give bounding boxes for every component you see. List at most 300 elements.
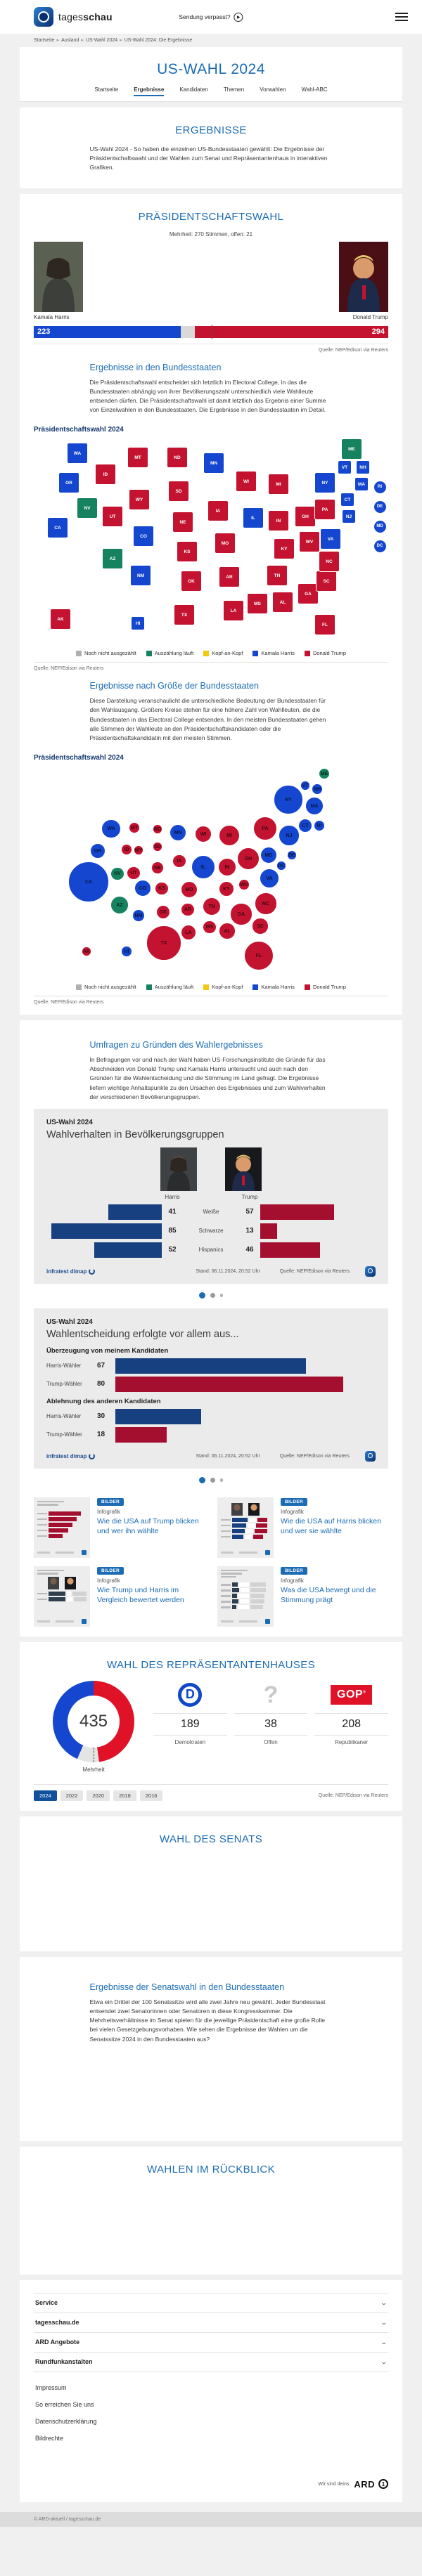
state-FL[interactable]: FL <box>314 614 335 635</box>
state-MS[interactable]: MS <box>247 593 268 614</box>
footer-link-soerreichensieuns[interactable]: So erreichen Sie uns <box>35 2400 94 2408</box>
bubble-state-FL[interactable]: FL <box>244 941 274 971</box>
bubble-state-OH[interactable]: OH <box>237 847 260 870</box>
gop-logo: GOP® <box>331 1685 372 1705</box>
thumb-chart-row <box>37 1523 87 1527</box>
thumb-bar <box>232 1535 243 1539</box>
legend-swatch <box>203 651 209 656</box>
tab-startseite[interactable]: Startseite <box>94 86 119 93</box>
thumb-footer-line <box>37 1552 50 1554</box>
thumb-footer <box>221 1550 270 1555</box>
accordion-label: Service <box>35 2299 58 2307</box>
breadcrumb-item[interactable]: Ausland <box>61 38 79 43</box>
state-CT[interactable]: CT <box>340 493 354 507</box>
decision-row <box>46 1358 376 1374</box>
state-IL[interactable]: IL <box>243 507 264 528</box>
state-NH[interactable]: NH <box>356 460 370 474</box>
state-OR[interactable]: OR <box>58 472 79 493</box>
harris-value: 85 <box>168 1227 177 1235</box>
thumb-chart-row <box>221 1599 270 1604</box>
thumb-photos <box>221 1503 270 1516</box>
bubble-state-HI[interactable]: HI <box>121 946 132 957</box>
source-note: Quelle: NEP/Edison via Reuters <box>279 1268 350 1274</box>
party-label: Offen <box>264 1738 278 1745</box>
thumb-row-label <box>221 1606 231 1608</box>
state-MI[interactable]: MI <box>268 474 289 495</box>
teaser-3[interactable] <box>34 1566 205 1627</box>
chevron-down-icon: ⌄ <box>380 2357 388 2365</box>
state-OK[interactable]: OK <box>181 571 202 592</box>
state-TN[interactable]: TN <box>267 565 288 586</box>
row-bar <box>115 1427 167 1443</box>
bubble-state-TX[interactable]: TX <box>146 925 181 960</box>
footer-link-bildrechte[interactable]: Bildrechte <box>35 2434 64 2442</box>
state-AR[interactable]: AR <box>219 566 240 587</box>
footer-accordion-ardangebote[interactable] <box>34 2333 388 2353</box>
bubble-state-MI[interactable]: MI <box>219 825 240 846</box>
legend-label: Kopf-an-Kopf <box>212 984 243 991</box>
house-results <box>34 1681 388 1773</box>
bubble-state-DE[interactable]: DE <box>287 850 297 860</box>
breadcrumb-separator: ▸ <box>56 38 60 43</box>
trump-value: 46 <box>245 1246 254 1254</box>
missed-show-label: Sendung verpasst? <box>179 13 231 20</box>
source-note: Quelle: NEP/Edison via Reuters <box>318 347 388 353</box>
thumb-bar <box>49 1597 65 1601</box>
legend-label: Kopf-an-Kopf <box>212 650 243 657</box>
state-ND[interactable]: ND <box>167 447 188 468</box>
harris-bar <box>108 1204 162 1220</box>
state-AL[interactable]: AL <box>272 592 293 613</box>
tab-themen[interactable]: Themen <box>223 86 245 93</box>
year-chip-2024[interactable]: 2024 <box>34 1790 57 1801</box>
umfragen-heading: Umfragen zu Gründen des Wahlergebnisses <box>89 1040 263 1050</box>
tab-vorwahlen[interactable]: Vorwahlen <box>260 86 286 93</box>
harris-column-label: Harris <box>165 1193 180 1200</box>
thumb-chart-row <box>221 1518 270 1522</box>
majority-label: Mehrheit <box>82 1766 105 1773</box>
state-UT[interactable]: UT <box>102 506 123 527</box>
teaser-2[interactable] <box>217 1497 388 1558</box>
bubble-state-IA[interactable]: IA <box>172 854 186 868</box>
bubble-state-IL[interactable]: IL <box>191 855 215 879</box>
praesidentschaftswahl-card <box>20 194 402 1015</box>
harris-value: 41 <box>168 1208 177 1216</box>
candidate-photos <box>46 1147 376 1191</box>
bubble-state-KS[interactable]: KS <box>155 882 168 895</box>
source-note: Quelle: NEP/Edison via Reuters <box>318 1793 388 1798</box>
group-title: Ablehnung des anderen Kandidaten <box>46 1397 161 1405</box>
decision-bars-chart <box>46 1347 376 1443</box>
bubble-state-CA[interactable]: CA <box>68 861 108 902</box>
thumb-bar <box>49 1517 77 1521</box>
state-SC[interactable]: SC <box>316 571 337 592</box>
state-KS[interactable]: KS <box>177 541 198 562</box>
state-DC[interactable]: DC <box>374 540 386 552</box>
bubble-state-OR[interactable]: OR <box>90 843 106 859</box>
thumb-bar <box>250 1582 266 1587</box>
legend-item <box>76 984 136 990</box>
state-MT[interactable]: MT <box>127 447 148 468</box>
state-GA[interactable]: GA <box>298 583 319 604</box>
bubble-state-ID[interactable]: ID <box>121 844 132 855</box>
harris-photo <box>34 242 83 312</box>
state-ME[interactable]: ME <box>341 438 362 460</box>
state-WI[interactable]: WI <box>236 471 257 492</box>
infographic-footer <box>46 1451 376 1462</box>
state-NJ[interactable]: NJ <box>342 509 356 523</box>
thumb-bar <box>49 1528 68 1533</box>
bubble-state-IN[interactable]: IN <box>218 858 236 876</box>
thumb-chart-row <box>37 1534 87 1538</box>
state-LA[interactable]: LA <box>223 600 244 621</box>
trump-bar <box>260 1204 334 1220</box>
thumb-bar <box>232 1599 238 1604</box>
state-IA[interactable]: IA <box>207 500 229 521</box>
tagesschau-mini-logo <box>365 1266 376 1277</box>
state-DE[interactable]: DE <box>374 501 386 513</box>
carousel-dot-1[interactable] <box>199 1292 205 1299</box>
carousel-dot-2[interactable] <box>210 1293 215 1298</box>
bubble-state-SD[interactable]: SD <box>153 842 162 852</box>
bubble-state-WV[interactable]: WV <box>238 879 250 890</box>
harris-thumb-photo <box>160 1147 197 1191</box>
butterfly-chart <box>46 1204 376 1258</box>
state-AK[interactable]: AK <box>50 609 71 630</box>
thumb-bar <box>257 1518 267 1522</box>
breadcrumb <box>0 34 422 47</box>
breadcrumb-item[interactable]: US-Wahl 2024 <box>85 38 118 43</box>
bar-segment-kamala-harris <box>34 326 181 338</box>
legend-swatch <box>252 651 258 656</box>
state-WA[interactable]: WA <box>67 443 88 464</box>
legend-label: Noch nicht ausgezählt <box>84 650 136 657</box>
thumb-bar <box>49 1523 72 1527</box>
thumb-footer-line <box>239 1552 257 1554</box>
thumb-text-line <box>37 1504 58 1506</box>
legend-label: Donald Trump <box>312 984 347 991</box>
teaser-text <box>97 1566 205 1627</box>
state-NV[interactable]: NV <box>77 497 98 519</box>
state-RI[interactable]: RI <box>374 481 386 493</box>
row-value: 30 <box>97 1412 106 1421</box>
thumb-bar <box>232 1605 236 1609</box>
state-TX[interactable]: TX <box>174 604 195 625</box>
tagesschau-logo[interactable] <box>34 7 113 27</box>
teaser-grid <box>34 1497 388 1627</box>
carousel-dot-1[interactable] <box>199 1477 205 1483</box>
bubble-state-AR[interactable]: AR <box>181 903 194 916</box>
bubble-state-OK[interactable]: OK <box>156 905 171 920</box>
senate-states-text: Etwa ein Drittel der 100 Senatssitze wird alle zwei Jahre neu gewählt. Jeder Bundesstaat entsendet zwei Senatorinnen oder Senatoren in diese Kongresskammer. Die Mehrheitsverhältnisse im Senat spielen für die jeweilige Präsidentschaft eine große Rolle bei vielen Gesetzgebungsvorhaben. Wie sehen die Ergebnisse der Wahlen um die Senatssitze 2024 in den Bundesstaaten aus? <box>89 1998 326 2043</box>
legend-item <box>76 650 136 656</box>
senat-card <box>20 1816 402 1951</box>
thumb-text-line <box>221 1570 248 1572</box>
breadcrumb-separator: ▸ <box>120 38 122 43</box>
party-label: Republikaner <box>335 1738 369 1745</box>
thumb-chart-row <box>221 1582 270 1587</box>
states-text: Die Präsidentschaftswahl entscheidet sich letztlich im Electoral College, in das die Bundesstaaten abhängig von ihrer Bevölkerungszahl unterschiedlich viele Wahlleute entsenden dürfen. Die Präsidentschaftswahl ist damit letztlich das Ergebnis einer Summe von Einzelwahlen in den Bundesstaaten. Die Ergebnisse in den Bundesstaaten im Detail. <box>89 378 326 414</box>
bubble-state-ME[interactable]: ME <box>319 768 330 779</box>
thumb-tagesschau-logo <box>265 1550 270 1555</box>
legend-swatch <box>146 651 152 656</box>
missed-show-button[interactable] <box>179 13 243 22</box>
house-total-seats: 435 <box>68 1696 120 1748</box>
teaser-title: Wie Trump und Harris im Vergleich bewertet werden <box>97 1585 184 1605</box>
bubble-state-AK[interactable]: AK <box>82 947 91 956</box>
menu-hamburger-icon[interactable] <box>395 11 408 23</box>
bubble-state-SC[interactable]: SC <box>252 918 268 934</box>
state-CA[interactable]: CA <box>47 517 68 538</box>
harris-name: Kamala Harris <box>34 313 70 320</box>
infratest-dimap-logo: infratest dimap <box>46 1453 95 1459</box>
bubble-state-WA[interactable]: WA <box>101 819 120 838</box>
legend-swatch <box>203 984 209 990</box>
state-AZ[interactable]: AZ <box>102 548 123 569</box>
thumb-bar <box>232 1582 238 1587</box>
choropleth-title: Präsidentschaftswahl 2024 <box>34 426 124 434</box>
state-MD[interactable]: MD <box>374 521 386 533</box>
teaser-title: Wie die USA auf Harris blicken und wer sie wählte <box>281 1516 381 1536</box>
state-NE[interactable]: NE <box>172 512 193 533</box>
tab-kandidaten[interactable]: Kandidaten <box>179 86 208 93</box>
thumb-row-label <box>37 1599 47 1601</box>
bubble-state-AZ[interactable]: AZ <box>110 896 129 914</box>
footer-link-datenschutzerklrung[interactable]: Datenschutzerklärung <box>35 2417 97 2425</box>
thumb-tagesschau-logo <box>82 1550 87 1555</box>
ergebnisse-card <box>20 108 402 188</box>
party-logo <box>234 1681 308 1709</box>
bubble-state-NV[interactable]: NV <box>110 867 124 880</box>
repraesentantenhaus-card <box>20 1642 402 1811</box>
bubble-state-CO[interactable]: CO <box>134 880 152 897</box>
teaser-4[interactable] <box>217 1566 388 1627</box>
infographic-wahlverhalten <box>34 1109 388 1284</box>
footer-link-impressum[interactable]: Impressum <box>35 2383 67 2391</box>
thumb-bar <box>250 1605 263 1609</box>
bubble-state-LA[interactable]: LA <box>181 925 196 940</box>
thumb-bar <box>250 1599 264 1604</box>
bubble-state-MT[interactable]: MT <box>129 822 140 833</box>
thumb-bar <box>250 1588 266 1592</box>
trump-value: 13 <box>245 1227 254 1235</box>
teaser-kicker: Infografik <box>97 1577 120 1584</box>
rueckblick-card <box>20 2147 402 2275</box>
bubble-state-DC[interactable]: DC <box>276 861 286 871</box>
bubble-state-MD[interactable]: MD <box>260 847 278 864</box>
thumb-tagesschau-logo <box>82 1619 87 1624</box>
party-column-offen <box>234 1681 308 1745</box>
year-chip-2016[interactable]: 2016 <box>140 1790 163 1801</box>
infographic-kicker: US-Wahl 2024 <box>46 1118 93 1126</box>
thumb-bar <box>238 1605 249 1609</box>
footer-accordion-service[interactable] <box>34 2294 388 2313</box>
state-IN[interactable]: IN <box>268 510 289 531</box>
trump-photo <box>339 242 388 312</box>
teaser-title: Was die USA bewegt und die Stimmung prägt <box>281 1585 376 1605</box>
row-label: Trump-Wähler <box>46 1431 82 1438</box>
bubble-state-AL[interactable]: AL <box>219 923 235 939</box>
carousel-dot-3[interactable] <box>220 1478 224 1482</box>
bubble-state-GA[interactable]: GA <box>230 903 252 925</box>
state-WV[interactable]: WV <box>299 531 320 552</box>
bubble-state-WY[interactable]: WY <box>134 845 143 855</box>
thumb-bar <box>250 1594 264 1598</box>
bubble-state-KY[interactable]: KY <box>219 881 234 897</box>
row-value: 80 <box>97 1380 106 1388</box>
electoral-college-bar <box>34 326 388 338</box>
open-question-icon: ? <box>263 1681 279 1708</box>
accordion-label: ARD Angebote <box>35 2338 80 2346</box>
bubble-state-MS[interactable]: MS <box>203 921 216 934</box>
state-HI[interactable]: HI <box>131 616 145 630</box>
bubble-state-NH[interactable]: NH <box>312 783 323 795</box>
bubble-state-MO[interactable]: MO <box>181 881 198 899</box>
thumb-footer-line <box>239 1620 257 1622</box>
state-KY[interactable]: KY <box>274 538 295 559</box>
state-MA[interactable]: MA <box>354 477 369 491</box>
legend-item <box>252 650 295 656</box>
state-NY[interactable]: NY <box>314 472 335 493</box>
house-donut-chart <box>53 1681 134 1762</box>
thumb-row-label <box>221 1525 231 1527</box>
play-icon: ▶ <box>234 13 243 22</box>
carousel-dot-2[interactable] <box>210 1478 215 1483</box>
bubble-state-VA[interactable]: VA <box>260 869 279 888</box>
year-chip-2022[interactable]: 2022 <box>60 1790 84 1801</box>
party-logo <box>314 1681 388 1709</box>
legend-label: Noch nicht ausgezählt <box>84 984 136 991</box>
thumb-bar <box>246 1529 253 1533</box>
house-donut-wrap <box>34 1681 153 1773</box>
row-label: Harris-Wähler <box>46 1413 82 1420</box>
breadcrumb-item[interactable]: Startseite <box>34 38 55 43</box>
map-legend <box>34 984 388 990</box>
tab-ergebnisse[interactable]: Ergebnisse <box>134 86 164 96</box>
ergebnisse-intro: US-Wahl 2024 - So haben die einzelnen US-Bundesstaaten gewählt: Die Ergebnisse der Präsidentschaftswahl und der Wahlen zum Senat und Repräsentantenhaus in interaktiven Grafiken. <box>89 145 328 171</box>
thumb-footer-line <box>56 1620 74 1622</box>
accordion-label: Rundfunkanstalten <box>35 2358 93 2366</box>
teaser-thumbnail-graphic <box>221 1503 270 1539</box>
thumb-chart-row <box>37 1511 87 1516</box>
bubble-state-NC[interactable]: NC <box>255 892 276 914</box>
tagesschau-logo-icon <box>34 7 53 27</box>
thumb-footer-line <box>56 1552 74 1554</box>
footer-accordion-rundfunkanstalten[interactable] <box>34 2353 388 2372</box>
bilder-badge: BILDER <box>97 1498 124 1506</box>
infratest-dimap-logo: infratest dimap <box>46 1268 95 1275</box>
spacer <box>37 1507 87 1510</box>
footer-links <box>34 2372 388 2447</box>
teaser-thumbnail <box>217 1566 274 1627</box>
bubble-state-NM[interactable]: NM <box>132 909 144 921</box>
thumb-bar <box>253 1535 263 1539</box>
state-PA[interactable]: PA <box>314 499 335 520</box>
group-title: Überzeugung von meinem Kandidaten <box>46 1346 169 1355</box>
legend-swatch <box>76 651 82 656</box>
legend-item <box>203 650 243 656</box>
state-VT[interactable]: VT <box>338 460 352 474</box>
infographic-title: Wahlentscheidung erfolgte vor allem aus... <box>46 1328 239 1340</box>
trump-column-label: Trump <box>241 1193 258 1200</box>
state-OH[interactable]: OH <box>295 506 316 527</box>
footer-accordion-tagesschaude[interactable] <box>34 2313 388 2333</box>
bubble-state-NJ[interactable]: NJ <box>279 825 299 845</box>
bubble-state-NE[interactable]: NE <box>151 861 163 873</box>
teaser-thumbnail <box>217 1497 274 1558</box>
bar-segment-offen <box>181 326 195 338</box>
row-label: Trump-Wähler <box>46 1381 82 1388</box>
party-seats: 38 <box>234 1713 308 1736</box>
thumb-bar <box>232 1518 248 1522</box>
year-chip-2018[interactable]: 2018 <box>113 1790 136 1801</box>
bubble-state-WI[interactable]: WI <box>195 826 212 843</box>
teaser-kicker: Infografik <box>281 1508 304 1515</box>
decision-row <box>46 1377 376 1392</box>
bubble-state-CT[interactable]: CT <box>298 819 313 833</box>
thumb-row-label <box>37 1524 47 1526</box>
majority-note: Mehrheit: 270 Stimmen, offen: 21 <box>169 230 253 238</box>
thumb-bar <box>232 1529 245 1533</box>
trump-bar <box>260 1242 320 1258</box>
tab-wahl-abc[interactable]: Wahl-ABC <box>301 86 328 93</box>
thumb-chart-row <box>221 1529 270 1533</box>
trump-value: 57 <box>245 1208 254 1216</box>
bubble-state-NY[interactable]: NY <box>274 785 302 814</box>
ard-branding[interactable] <box>34 2479 388 2490</box>
legend-item <box>146 984 193 990</box>
senate-states-heading: Ergebnisse der Senatswahl in den Bundesstaaten <box>89 1982 285 1992</box>
bubble-state-TN[interactable]: TN <box>203 897 221 916</box>
bubble-state-RI[interactable]: RI <box>314 820 325 831</box>
row-bar <box>115 1358 306 1374</box>
carousel-dot-3[interactable] <box>220 1294 224 1297</box>
bilder-badge: BILDER <box>281 1567 307 1575</box>
bubble-state-ND[interactable]: ND <box>153 824 162 834</box>
state-NC[interactable]: NC <box>319 551 340 572</box>
thumb-footer-line <box>221 1552 234 1554</box>
thumb-bar <box>238 1594 249 1598</box>
section-title-praesidentschaftswahl: PRÄSIDENTSCHAFTSWAHL <box>138 210 284 223</box>
state-MO[interactable]: MO <box>215 533 236 554</box>
bubble-state-PA[interactable]: PA <box>253 817 277 840</box>
thumb-bar <box>49 1534 63 1538</box>
bubble-state-MA[interactable]: MA <box>305 797 324 815</box>
infographic-kicker: US-Wahl 2024 <box>46 1318 93 1326</box>
state-NM[interactable]: NM <box>130 565 151 586</box>
year-chip-2020[interactable]: 2020 <box>87 1790 110 1801</box>
bubble-state-UT[interactable]: UT <box>127 866 140 880</box>
state-CO[interactable]: CO <box>133 526 154 547</box>
state-MN[interactable]: MN <box>203 453 224 474</box>
bubble-state-MN[interactable]: MN <box>170 824 187 842</box>
ard-wordmark: ARD <box>354 2478 375 2490</box>
party-column-demokraten <box>153 1681 227 1745</box>
teaser-1[interactable] <box>34 1497 205 1558</box>
thumb-chart-row <box>37 1517 87 1521</box>
state-WY[interactable]: WY <box>129 489 150 510</box>
teaser-title: Wie die USA auf Trump blicken und wer ihn wählte <box>97 1516 199 1536</box>
thumb-photo <box>65 1577 76 1589</box>
infographic-title: Wahlverhalten in Bevölkerungsgruppen <box>46 1128 224 1140</box>
state-ID[interactable]: ID <box>95 464 116 485</box>
state-SD[interactable]: SD <box>168 481 189 502</box>
tabs <box>20 86 402 102</box>
umfragen-text: In Befragungen vor und nach der Wahl haben US-Forschungsinstitute die Gründe für das Abschneiden von Donald Trump und Kamala Harris untersucht und auch nach den Gründen für die Wahlentscheidung und die Stimmung im Land gefragt. Die Ergebnisse liefern wichtige Anhaltspunkte zu den Ursachen des Ergebnisses und zum Wahlverhalten der verschiedenen Bevölkerungsgruppen. <box>89 1056 326 1100</box>
bubble-state-VT[interactable]: VT <box>300 781 310 791</box>
state-VA[interactable]: VA <box>320 528 341 549</box>
thumb-bar <box>256 1523 267 1528</box>
